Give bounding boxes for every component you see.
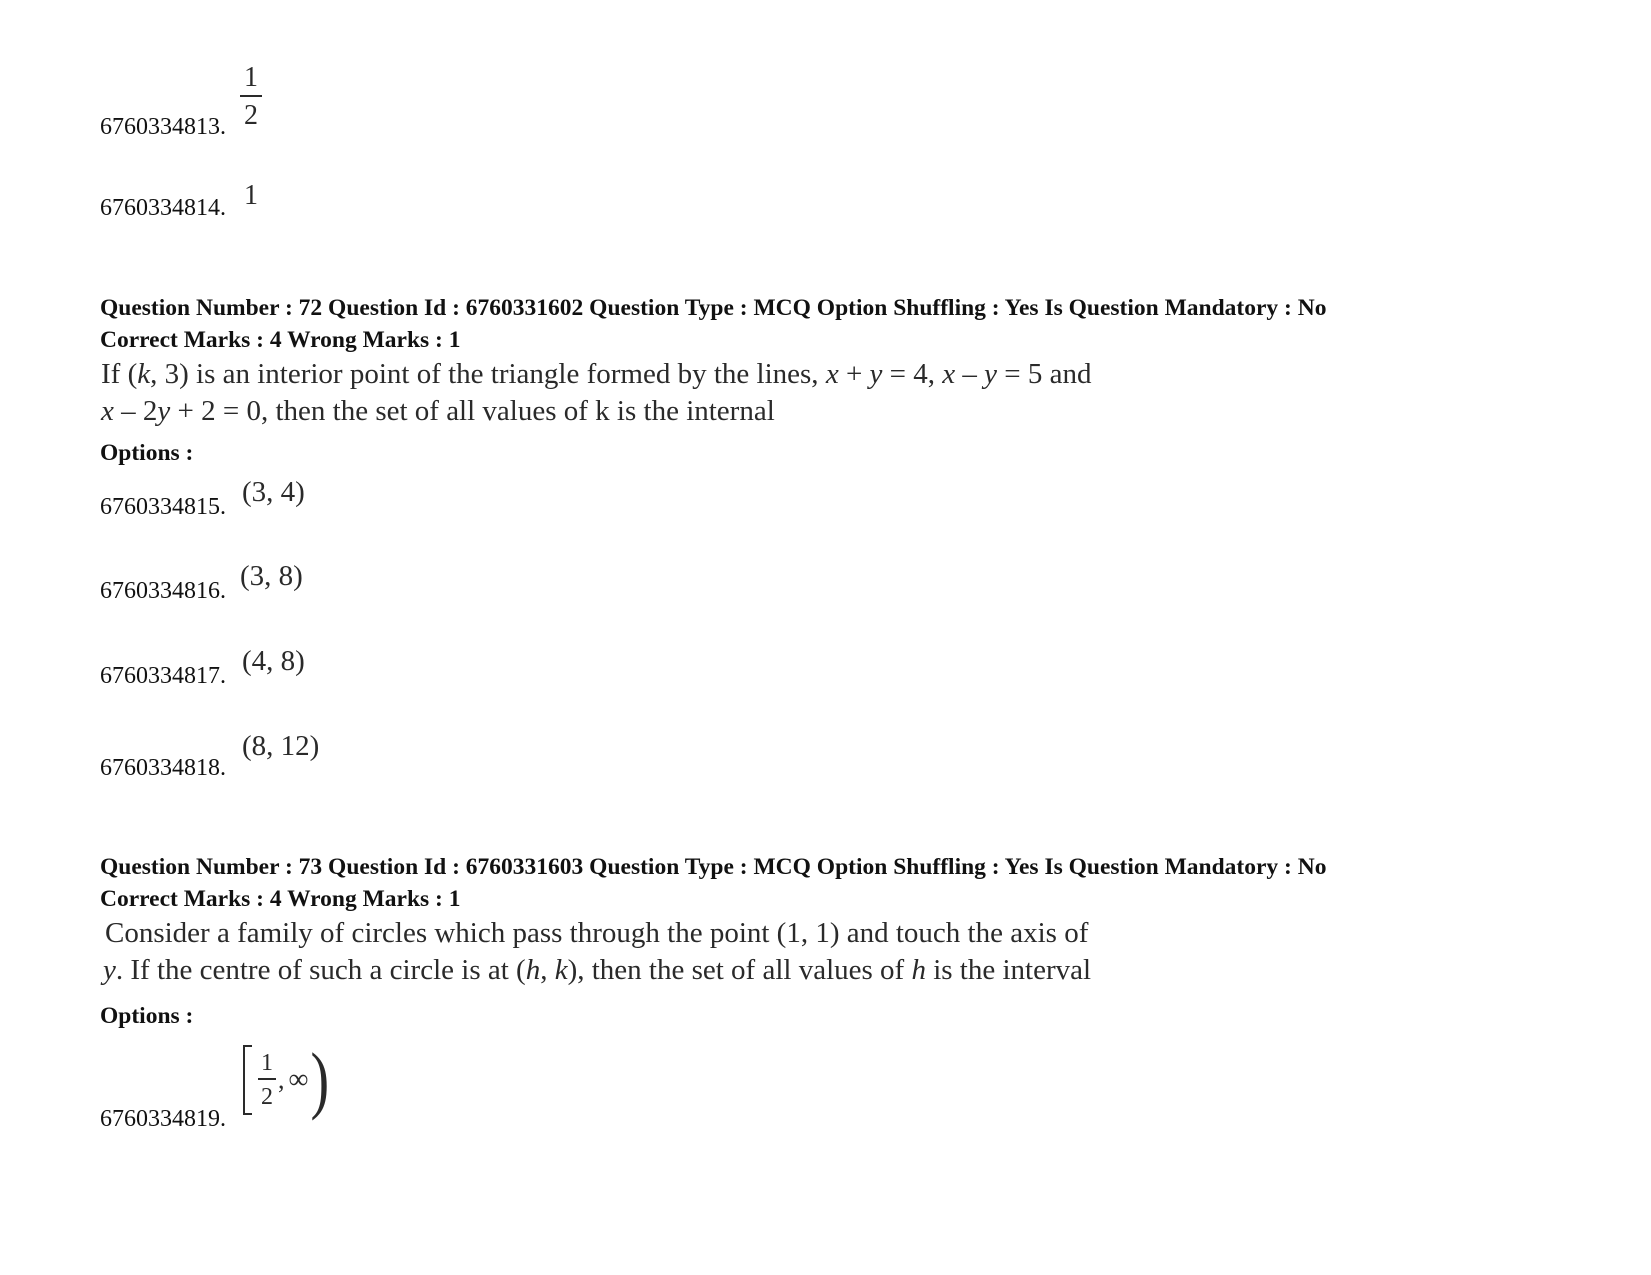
text-run: ), then the set of all values of <box>567 954 912 986</box>
text-run: = 5 and <box>997 358 1092 390</box>
left-bracket <box>243 1045 252 1115</box>
question-text-line: Consider a family of circles which pass through the point (1, 1) and touch the axis of <box>105 917 1089 949</box>
infinity-symbol: ∞ <box>288 1064 309 1095</box>
option-value: (3, 4) <box>242 476 305 508</box>
question-marks: Correct Marks : 4 Wrong Marks : 1 <box>100 886 461 912</box>
option-value: (4, 8) <box>242 645 305 677</box>
question-text-line <box>101 395 775 428</box>
option-value: 1 <box>244 180 258 211</box>
fraction-numerator: 1 <box>261 1050 273 1077</box>
fraction-denominator: 2 <box>261 1083 273 1110</box>
option-id: 6760334814. <box>100 195 226 221</box>
math-var: k <box>137 358 151 390</box>
question-meta: Question Number : 73 Question Id : 6760331603 Question Type : MCQ Option Shuffling : Yes Is Question Mandatory : No <box>100 854 1327 880</box>
question-text-line <box>101 358 1092 391</box>
question-text-line <box>103 954 1091 987</box>
question-meta: Question Number : 72 Question Id : 6760331602 Question Type : MCQ Option Shuffling : Yes Is Question Mandatory : No <box>100 295 1327 321</box>
option-id: 6760334818. <box>100 755 226 781</box>
text-run: + <box>838 358 870 390</box>
text-run: If ( <box>101 358 138 390</box>
math-var: y <box>157 395 171 427</box>
option-id: 6760334816. <box>100 578 226 604</box>
text-run: – <box>955 358 985 390</box>
option-id: 6760334813. <box>100 114 226 140</box>
text-run: . If the centre of such a circle is at ( <box>115 954 526 986</box>
fraction-denominator: 2 <box>244 99 258 131</box>
options-label: Options : <box>100 440 194 466</box>
math-var: k <box>554 954 568 986</box>
math-var: x <box>942 358 956 390</box>
text-run: = 4, <box>882 358 943 390</box>
math-var: y <box>984 358 998 390</box>
question-marks: Correct Marks : 4 Wrong Marks : 1 <box>100 327 461 353</box>
text-run: + 2 = 0, then the set of all values of k is the internal <box>170 395 775 427</box>
interval-separator: , <box>278 1065 285 1094</box>
option-value: (8, 12) <box>242 730 320 762</box>
fraction-numerator: 1 <box>244 62 258 93</box>
text-run: , 3) is an interior point of the triangle formed by the lines, <box>150 358 826 390</box>
option-interval <box>243 1038 330 1122</box>
math-var: x <box>101 395 114 427</box>
options-label: Options : <box>100 1003 194 1029</box>
text-run: is the interval <box>925 954 1092 986</box>
option-id: 6760334819. <box>100 1106 226 1132</box>
text-run: – 2 <box>113 395 158 427</box>
option-value: (3, 8) <box>240 560 303 592</box>
option-id: 6760334815. <box>100 494 226 520</box>
right-parenthesis: ) <box>310 1038 330 1122</box>
math-var: x <box>825 358 839 390</box>
text-run: , <box>540 954 555 986</box>
math-var: h <box>525 954 541 986</box>
option-fraction <box>258 1051 276 1109</box>
math-var: y <box>103 954 116 986</box>
math-var: y <box>869 358 883 390</box>
math-var: h <box>911 954 926 986</box>
option-fraction <box>240 64 262 130</box>
option-id: 6760334817. <box>100 663 226 689</box>
